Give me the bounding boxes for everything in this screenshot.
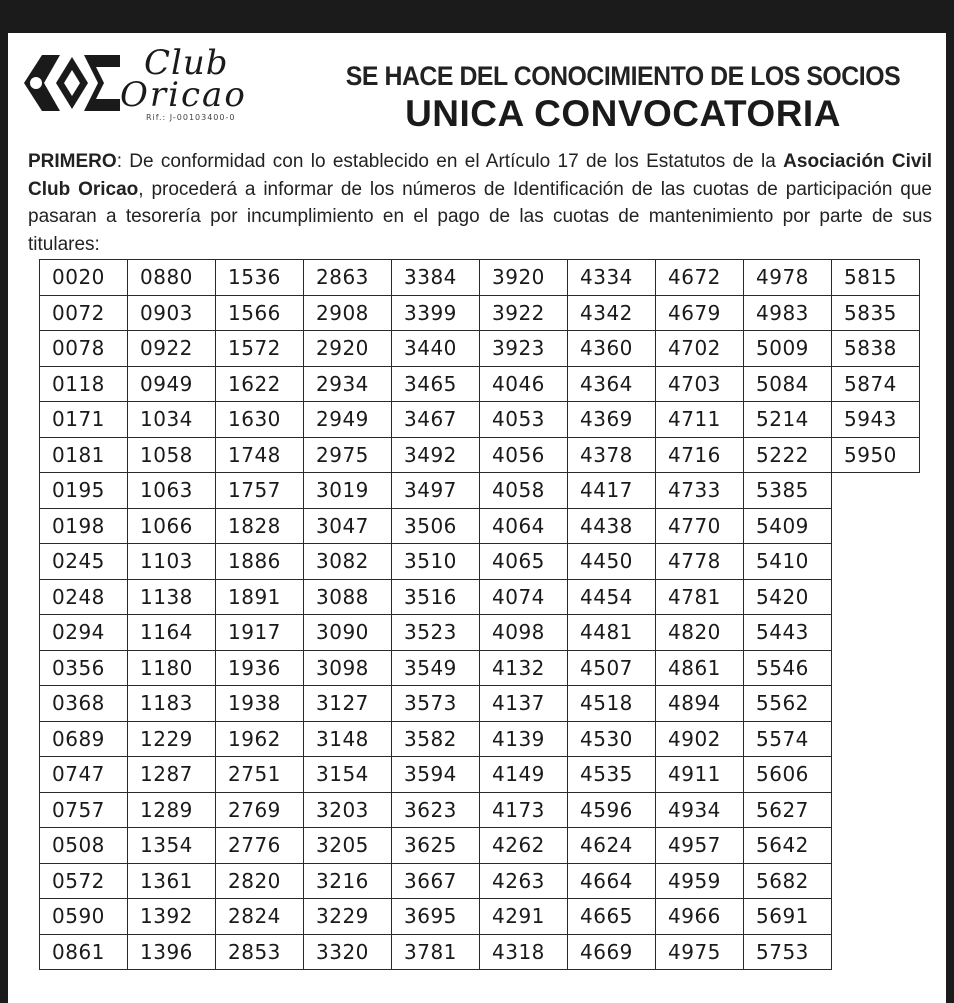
share-number-cell: 3019 <box>304 473 392 509</box>
share-number-cell: 1287 <box>128 757 216 793</box>
table-row <box>40 934 920 970</box>
share-number-cell: 0861 <box>40 934 128 970</box>
share-number-cell: 4139 <box>480 721 568 757</box>
table-row <box>40 544 920 580</box>
table-row <box>40 650 920 686</box>
share-number-cell: 4778 <box>656 544 744 580</box>
share-number-cell: 3320 <box>304 934 392 970</box>
association-name: Asociación Civil Club Oricao <box>28 151 932 200</box>
share-number-cell: 1536 <box>216 260 304 296</box>
share-number-cell: 4894 <box>656 686 744 722</box>
share-number-cell: 4417 <box>568 473 656 509</box>
share-number-cell: 5562 <box>744 686 832 722</box>
notice-page <box>8 33 946 1003</box>
share-number-cell: 0368 <box>40 686 128 722</box>
table-row <box>40 757 920 793</box>
share-number-cell: 3625 <box>392 828 480 864</box>
share-number-cell: 4173 <box>480 792 568 828</box>
share-number-cell: 5420 <box>744 579 832 615</box>
share-number-cell: 4934 <box>656 792 744 828</box>
share-number-cell: 0248 <box>40 579 128 615</box>
share-number-cell: 2776 <box>216 828 304 864</box>
share-number-cell: 1757 <box>216 473 304 509</box>
share-number-cell: 4957 <box>656 828 744 864</box>
share-number-cell: 5950 <box>832 437 920 473</box>
share-number-cell: 0072 <box>40 295 128 331</box>
share-number-cell: 5627 <box>744 792 832 828</box>
share-number-cell: 3510 <box>392 544 480 580</box>
share-number-cell: 3229 <box>304 899 392 935</box>
share-number-cell: 5606 <box>744 757 832 793</box>
table-row <box>40 508 920 544</box>
share-number-cell: 1938 <box>216 686 304 722</box>
share-number-cell: 4711 <box>656 402 744 438</box>
share-number-cell: 4983 <box>744 295 832 331</box>
share-number-cell: 0195 <box>40 473 128 509</box>
share-number-cell: 4074 <box>480 579 568 615</box>
share-number-cell: 3216 <box>304 863 392 899</box>
share-number-cell: 3695 <box>392 899 480 935</box>
share-number-cell: 5410 <box>744 544 832 580</box>
share-number-cell: 4056 <box>480 437 568 473</box>
share-number-cell: 3465 <box>392 366 480 402</box>
share-number-cell: 0572 <box>40 863 128 899</box>
share-number-cell: 5009 <box>744 331 832 367</box>
share-number-cell: 0689 <box>40 721 128 757</box>
share-number-cell: 1962 <box>216 721 304 757</box>
share-number-cell: 1138 <box>128 579 216 615</box>
share-number-cell: 5682 <box>744 863 832 899</box>
share-number-cell: 5838 <box>832 331 920 367</box>
share-number-cell: 5835 <box>832 295 920 331</box>
share-number-cell: 4262 <box>480 828 568 864</box>
share-number-cell: 0198 <box>40 508 128 544</box>
share-number-cell: 5409 <box>744 508 832 544</box>
share-number-cell: 3516 <box>392 579 480 615</box>
share-number-cell: 3154 <box>304 757 392 793</box>
empty-cell <box>832 650 920 686</box>
logo-wordmark-club: Club <box>144 43 229 83</box>
paragraph-text-1: : De conformidad con lo establecido en el Artículo 17 de los Estatutos de la <box>116 151 784 172</box>
share-number-cell: 2820 <box>216 863 304 899</box>
share-number-cell: 5546 <box>744 650 832 686</box>
empty-cell <box>832 792 920 828</box>
share-number-cell: 4450 <box>568 544 656 580</box>
share-number-cell: 3549 <box>392 650 480 686</box>
share-number-cell: 3594 <box>392 757 480 793</box>
share-number-cell: 4716 <box>656 437 744 473</box>
share-number-cell: 5943 <box>832 402 920 438</box>
share-number-cell: 3090 <box>304 615 392 651</box>
share-number-cell: 3440 <box>392 331 480 367</box>
share-number-cell: 3082 <box>304 544 392 580</box>
table-row <box>40 260 920 296</box>
share-number-cell: 5385 <box>744 473 832 509</box>
share-number-cell: 1183 <box>128 686 216 722</box>
share-number-cell: 4438 <box>568 508 656 544</box>
empty-cell <box>832 508 920 544</box>
empty-cell <box>832 934 920 970</box>
share-number-cell: 2975 <box>304 437 392 473</box>
share-number-cell: 3384 <box>392 260 480 296</box>
share-number-cell: 4733 <box>656 473 744 509</box>
table-row <box>40 579 920 615</box>
table-row <box>40 615 920 651</box>
share-number-cell: 4360 <box>568 331 656 367</box>
share-number-cell: 1289 <box>128 792 216 828</box>
share-number-cell: 4507 <box>568 650 656 686</box>
share-number-cell: 0078 <box>40 331 128 367</box>
share-number-cell: 1572 <box>216 331 304 367</box>
share-number-cell: 3920 <box>480 260 568 296</box>
share-number-cell: 0949 <box>128 366 216 402</box>
share-number-cell: 3492 <box>392 437 480 473</box>
share-number-cell: 3098 <box>304 650 392 686</box>
share-number-cell: 4334 <box>568 260 656 296</box>
share-number-cell: 4902 <box>656 721 744 757</box>
share-number-cell: 1066 <box>128 508 216 544</box>
share-number-cell: 5574 <box>744 721 832 757</box>
share-number-cell: 4065 <box>480 544 568 580</box>
share-number-cell: 3148 <box>304 721 392 757</box>
share-number-cell: 4046 <box>480 366 568 402</box>
share-number-cell: 1748 <box>216 437 304 473</box>
empty-cell <box>832 686 920 722</box>
share-number-cell: 0880 <box>128 260 216 296</box>
share-number-cell: 1917 <box>216 615 304 651</box>
share-number-cell: 3205 <box>304 828 392 864</box>
notice-paragraph <box>28 148 932 258</box>
share-number-cell: 0508 <box>40 828 128 864</box>
share-number-cell: 0245 <box>40 544 128 580</box>
share-number-cell: 4364 <box>568 366 656 402</box>
share-number-cell: 4975 <box>656 934 744 970</box>
share-number-cell: 1936 <box>216 650 304 686</box>
table-row <box>40 473 920 509</box>
share-number-cell: 1886 <box>216 544 304 580</box>
share-number-cell: 4098 <box>480 615 568 651</box>
empty-cell <box>832 899 920 935</box>
share-number-cell: 0757 <box>40 792 128 828</box>
share-number-cell: 4959 <box>656 863 744 899</box>
share-number-cell: 0294 <box>40 615 128 651</box>
share-number-cell: 4770 <box>656 508 744 544</box>
share-number-cell: 4378 <box>568 437 656 473</box>
share-number-cell: 5815 <box>832 260 920 296</box>
share-number-cell: 3088 <box>304 579 392 615</box>
table-row <box>40 437 920 473</box>
table-row <box>40 686 920 722</box>
share-number-cell: 1396 <box>128 934 216 970</box>
share-number-cell: 4596 <box>568 792 656 828</box>
share-number-cell: 1630 <box>216 402 304 438</box>
share-number-cell: 3523 <box>392 615 480 651</box>
share-number-cell: 0118 <box>40 366 128 402</box>
table-row <box>40 863 920 899</box>
share-number-cell: 4518 <box>568 686 656 722</box>
empty-cell <box>832 757 920 793</box>
share-number-cell: 4781 <box>656 579 744 615</box>
table-row <box>40 792 920 828</box>
share-number-cell: 3506 <box>392 508 480 544</box>
share-number-cell: 4058 <box>480 473 568 509</box>
share-number-cell: 5691 <box>744 899 832 935</box>
share-number-cell: 3667 <box>392 863 480 899</box>
share-number-cell: 0590 <box>40 899 128 935</box>
share-number-cell: 4664 <box>568 863 656 899</box>
share-number-cell: 4064 <box>480 508 568 544</box>
empty-cell <box>832 473 920 509</box>
share-number-cell: 2920 <box>304 331 392 367</box>
share-number-cell: 4291 <box>480 899 568 935</box>
share-number-cell: 2863 <box>304 260 392 296</box>
empty-cell <box>832 863 920 899</box>
share-number-cell: 3923 <box>480 331 568 367</box>
share-number-cell: 2934 <box>304 366 392 402</box>
share-number-cell: 5874 <box>832 366 920 402</box>
share-number-cell: 4911 <box>656 757 744 793</box>
share-number-cell: 5222 <box>744 437 832 473</box>
club-logo <box>22 45 282 125</box>
share-number-cell: 2751 <box>216 757 304 793</box>
share-number-cell: 5443 <box>744 615 832 651</box>
share-number-cell: 2769 <box>216 792 304 828</box>
share-number-cell: 5084 <box>744 366 832 402</box>
share-number-cell: 4820 <box>656 615 744 651</box>
share-number-cell: 4454 <box>568 579 656 615</box>
paragraph-text-2: , procederá a informar de los números de Identificación de las cuotas de participación que pasaran a tesorería por incumplimiento en el pago de las cuotas de mantenimiento por parte de sus titulares: <box>28 178 932 255</box>
share-number-cell: 1063 <box>128 473 216 509</box>
share-number-cell: 4679 <box>656 295 744 331</box>
share-number-cell: 0747 <box>40 757 128 793</box>
share-number-cell: 1622 <box>216 366 304 402</box>
share-number-cell: 4665 <box>568 899 656 935</box>
share-number-cell: 1828 <box>216 508 304 544</box>
share-number-cell: 4369 <box>568 402 656 438</box>
share-number-cell: 4535 <box>568 757 656 793</box>
share-number-cell: 1034 <box>128 402 216 438</box>
empty-cell <box>832 721 920 757</box>
share-number-cell: 0922 <box>128 331 216 367</box>
share-number-cell: 1891 <box>216 579 304 615</box>
share-number-cell: 4624 <box>568 828 656 864</box>
share-number-cell: 4481 <box>568 615 656 651</box>
share-number-cell: 4149 <box>480 757 568 793</box>
share-number-cell: 1164 <box>128 615 216 651</box>
share-number-cell: 3781 <box>392 934 480 970</box>
club-oricao-emblem-icon <box>22 49 122 117</box>
share-number-cell: 3399 <box>392 295 480 331</box>
share-number-cell: 5214 <box>744 402 832 438</box>
share-number-cell: 5642 <box>744 828 832 864</box>
empty-cell <box>832 579 920 615</box>
logo-rif-number: Rif.: J-00103400-0 <box>146 113 236 122</box>
share-number-cell: 0171 <box>40 402 128 438</box>
share-number-cell: 4669 <box>568 934 656 970</box>
notice-heading: SE HACE DEL CONOCIMIENTO DE LOS SOCIOS <box>345 61 901 91</box>
table-row <box>40 366 920 402</box>
empty-cell <box>832 828 920 864</box>
notice-title: UNICA CONVOCATORIA <box>405 93 841 134</box>
share-number-cell: 1180 <box>128 650 216 686</box>
share-number-cell: 0181 <box>40 437 128 473</box>
table-row <box>40 402 920 438</box>
share-number-cell: 1566 <box>216 295 304 331</box>
share-numbers-table-body <box>40 260 920 970</box>
share-number-cell: 4263 <box>480 863 568 899</box>
share-number-cell: 5753 <box>744 934 832 970</box>
share-number-cell: 3922 <box>480 295 568 331</box>
share-number-cell: 0356 <box>40 650 128 686</box>
share-number-cell: 1361 <box>128 863 216 899</box>
share-number-cell: 3573 <box>392 686 480 722</box>
share-number-cell: 4137 <box>480 686 568 722</box>
share-number-cell: 3497 <box>392 473 480 509</box>
share-number-cell: 3203 <box>304 792 392 828</box>
share-number-cell: 4702 <box>656 331 744 367</box>
paragraph-label: PRIMERO <box>28 151 117 172</box>
share-number-cell: 4672 <box>656 260 744 296</box>
share-number-cell: 4132 <box>480 650 568 686</box>
share-number-cell: 4318 <box>480 934 568 970</box>
share-number-cell: 0020 <box>40 260 128 296</box>
share-number-cell: 3582 <box>392 721 480 757</box>
table-row <box>40 295 920 331</box>
share-number-cell: 4053 <box>480 402 568 438</box>
share-number-cell: 3623 <box>392 792 480 828</box>
empty-cell <box>832 615 920 651</box>
share-number-cell: 4530 <box>568 721 656 757</box>
share-number-cell: 1354 <box>128 828 216 864</box>
logo-wordmark-oricao: Oricao <box>120 75 247 115</box>
share-number-cell: 2949 <box>304 402 392 438</box>
share-number-cell: 4966 <box>656 899 744 935</box>
share-number-cell: 1392 <box>128 899 216 935</box>
share-number-cell: 3047 <box>304 508 392 544</box>
share-number-cell: 2824 <box>216 899 304 935</box>
empty-cell <box>832 544 920 580</box>
share-number-cell: 1229 <box>128 721 216 757</box>
table-row <box>40 721 920 757</box>
share-number-cell: 3127 <box>304 686 392 722</box>
share-number-cell: 2853 <box>216 934 304 970</box>
share-numbers-table <box>39 259 920 970</box>
share-number-cell: 2908 <box>304 295 392 331</box>
table-row <box>40 899 920 935</box>
share-number-cell: 0903 <box>128 295 216 331</box>
share-number-cell: 4978 <box>744 260 832 296</box>
share-number-cell: 1058 <box>128 437 216 473</box>
share-number-cell: 1103 <box>128 544 216 580</box>
table-row <box>40 331 920 367</box>
share-number-cell: 4703 <box>656 366 744 402</box>
share-number-cell: 3467 <box>392 402 480 438</box>
table-row <box>40 828 920 864</box>
share-number-cell: 4861 <box>656 650 744 686</box>
share-number-cell: 4342 <box>568 295 656 331</box>
